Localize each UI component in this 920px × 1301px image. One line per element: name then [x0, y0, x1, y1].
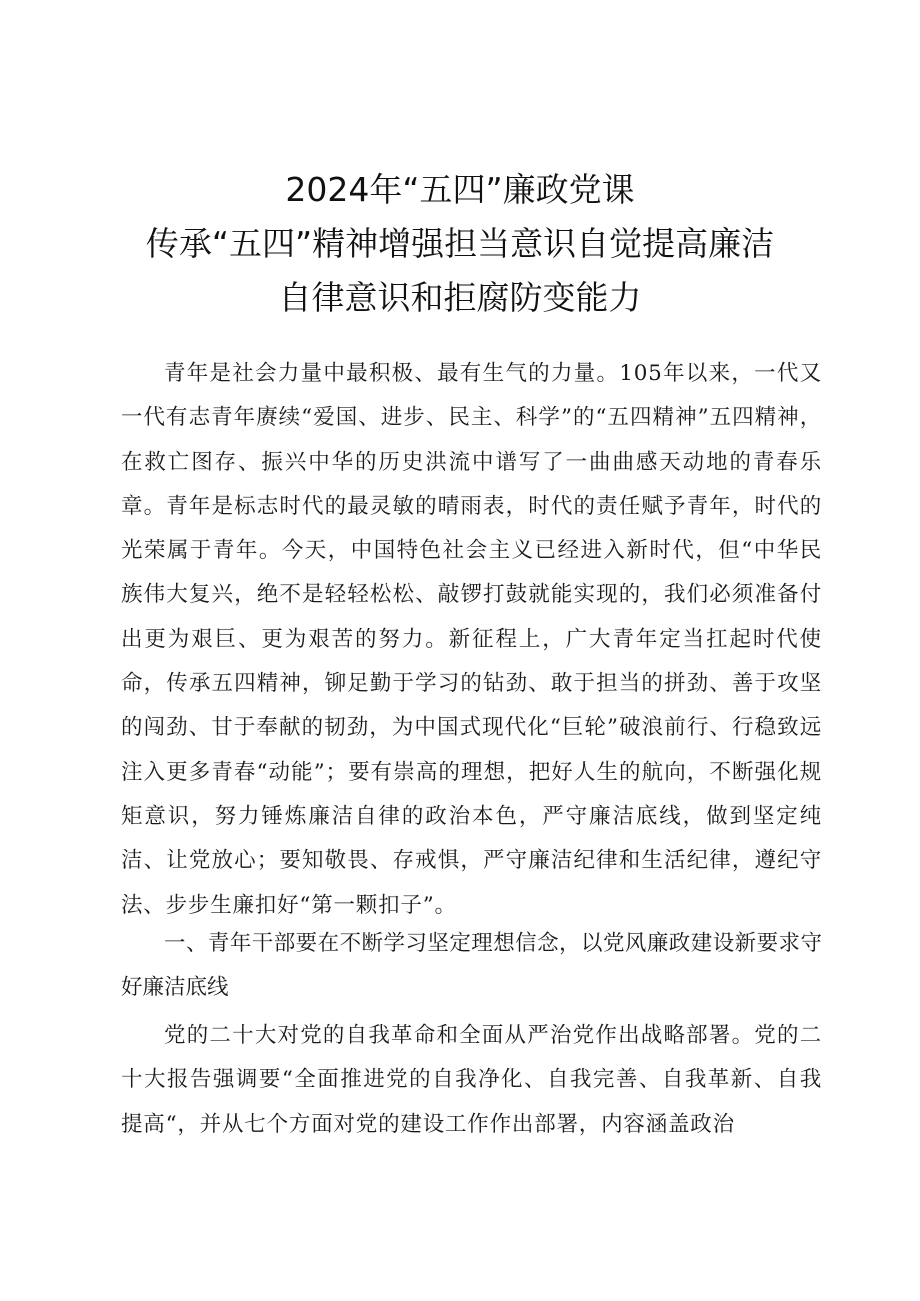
paragraph-2: 党的二十大对党的自我革命和全面从严治党作出战略部署。党的二十大报告强调要“全面推进党的自我净化、自我完善、自我革新、自我提高“，并从七个方面对党的建设工作作出部署，内容涵盖政治: [121, 1023, 822, 1137]
section-1-heading: 一、青年干部要在不断学习坚定理想信念，以党风廉政建设新要求守好廉洁底线: [121, 931, 822, 1001]
paragraph-1: 青年是社会力量中最积极、最有生气的力量。105年以来，一代又一代有志青年赓续“爱国、进步、民主、科学”的“五四精神”五四精神，在救亡图存、振兴中华的历史洪流中谱写了一曲曲感天动地的青春乐章。青年是标志时代的最灵敏的晴雨表，时代的责任赋予青年，时代的光荣属于青年。今天，中国特色社会主义已经进入新时代，但“中华民族伟大复兴，绝不是轻轻松松、敲锣打鼓就能实现的，我们必须准备付出更为艰巨、更为艰苦的努力。新征程上，广大青年定当扛起时代使命，传承五四精神，铆足勤于学习的钻劲、敢于担当的拼劲、善于攻坚的闯劲、甘于奉献的韧劲，为中国式现代化“巨轮”破浪前行、行稳致远注入更多青春“动能”；要有崇高的理想，把好人生的航向，不断强化规矩意识，努力锤炼廉洁自律的政治本色，严守廉洁底线，做到坚定纯洁、让党放心；要知敬畏、存戒惧，严守廉洁纪律和生活纪律，遵纪守法、步步生廉扣好“第一颗扣子”。: [121, 361, 822, 918]
document-title: [60, 163, 860, 325]
title-line-1: 2024年“五四”廉政党课: [285, 170, 635, 209]
title-line-2: 传承“五四”精神增强担当意识自觉提高廉洁: [145, 224, 775, 263]
title-line-3: 自律意识和拒腐防变能力: [278, 278, 642, 317]
